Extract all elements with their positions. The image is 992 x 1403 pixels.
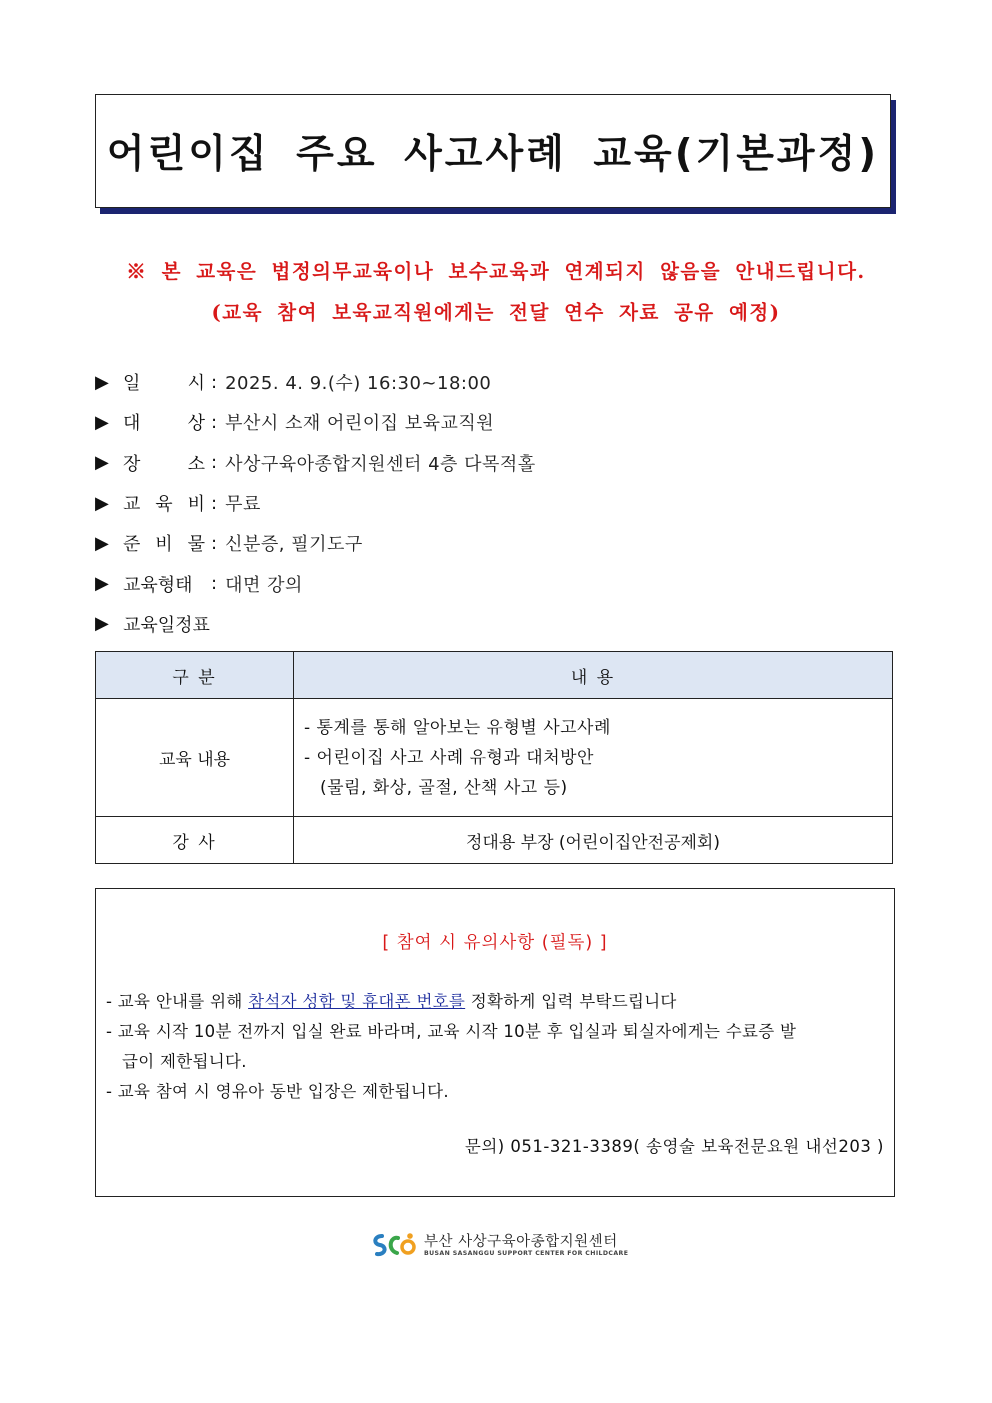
notice-line-2: (교육 참여 보육교직원에게는 전달 연수 자료 공유 예정) bbox=[211, 301, 781, 324]
arrow-icon: ▶ bbox=[95, 573, 109, 595]
info-value: 신분증, 필기도구 bbox=[225, 534, 363, 556]
info-value: 사상구육아종합지원센터 4층 다목적홀 bbox=[225, 453, 536, 475]
info-label: 대 상 bbox=[123, 413, 205, 435]
caution-text: 정확하게 입력 부탁드립니다 bbox=[465, 992, 677, 1011]
info-target bbox=[95, 402, 536, 442]
caution-emphasis: 참석자 성함 및 휴대폰 번호를 bbox=[248, 992, 466, 1011]
footer-org-ko: 부산 사상구육아종합지원센터 bbox=[424, 1233, 618, 1250]
table-header-row bbox=[96, 652, 893, 699]
info-value: 2025. 4. 9.(수) 16:30~18:00 bbox=[225, 373, 492, 395]
row-content bbox=[294, 699, 893, 817]
footer-logo bbox=[370, 1230, 628, 1260]
row-label: 강 사 bbox=[96, 817, 294, 864]
title-box bbox=[95, 94, 891, 208]
info-label: 교육형태 bbox=[123, 574, 193, 596]
info-colon: : bbox=[211, 573, 218, 595]
info-label: 교육일정표 bbox=[123, 614, 210, 636]
caution-item-cont: 급이 제한됩니다. bbox=[122, 1052, 247, 1071]
info-label: 교 육 비 bbox=[123, 494, 205, 516]
row-label: 교육 내용 bbox=[96, 699, 294, 817]
caution-item: - 교육 시작 10분 전까지 입실 완료 바라며, 교육 시작 10분 후 입실과 퇴실자에게는 수료증 발 bbox=[106, 1022, 797, 1041]
info-list bbox=[95, 362, 536, 644]
center-logo-icon bbox=[370, 1230, 418, 1260]
table-row bbox=[96, 699, 893, 817]
info-value: 대면 강의 bbox=[225, 574, 303, 596]
info-colon: : bbox=[211, 492, 218, 514]
info-label: 일 시 bbox=[123, 373, 205, 395]
arrow-icon: ▶ bbox=[95, 532, 109, 554]
content-item: - 어린이집 사고 사례 유형과 대처방안 bbox=[304, 747, 594, 768]
info-supplies bbox=[95, 523, 536, 563]
page-title: 어린이집 주요 사고사례 교육(기본과정) bbox=[106, 132, 880, 177]
contact-info: 문의) 051-321-3389( 송영술 보육전문요원 내선203 ) bbox=[464, 1137, 884, 1156]
caution-box bbox=[95, 888, 895, 1197]
table-row bbox=[96, 817, 893, 864]
header-category: 구 분 bbox=[96, 652, 294, 699]
info-label: 준 비 물 bbox=[123, 534, 205, 556]
caution-item bbox=[106, 987, 886, 1017]
content-item: - 통계를 통해 알아보는 유형별 사고사례 bbox=[304, 717, 611, 738]
info-fee bbox=[95, 483, 536, 523]
info-format bbox=[95, 563, 536, 603]
arrow-icon: ▶ bbox=[95, 492, 109, 514]
notice-line-1: ※ 본 교육은 법정의무교육이나 보수교육과 연계되지 않음을 안내드립니다. bbox=[126, 260, 866, 283]
info-value: 부산시 소재 어린이집 보육교직원 bbox=[225, 413, 495, 435]
row-content: 정대용 부장 (어린이집안전공제회) bbox=[294, 817, 893, 864]
info-colon: : bbox=[211, 452, 218, 474]
caution-list bbox=[106, 987, 886, 1107]
content-item: (물림, 화상, 골절, 산책 사고 등) bbox=[320, 777, 568, 798]
info-colon: : bbox=[211, 532, 218, 554]
info-value: 무료 bbox=[225, 494, 261, 516]
arrow-icon: ▶ bbox=[95, 411, 109, 433]
schedule-table bbox=[95, 651, 893, 864]
info-colon: : bbox=[211, 411, 218, 433]
info-label: 장 소 bbox=[123, 453, 205, 475]
arrow-icon: ▶ bbox=[95, 452, 109, 474]
caution-text: - 교육 안내를 위해 bbox=[106, 992, 249, 1011]
info-schedule-heading bbox=[95, 604, 536, 644]
info-colon: : bbox=[211, 371, 218, 393]
arrow-icon: ▶ bbox=[95, 371, 109, 393]
info-date bbox=[95, 362, 536, 402]
caution-title: [ 참여 시 유의사항 (필독) ] bbox=[382, 933, 608, 953]
caution-item: - 교육 참여 시 영유아 동반 입장은 제한됩니다. bbox=[106, 1082, 449, 1101]
footer-org-en: BUSAN SASANGGU SUPPORT CENTER FOR CHILDCARE bbox=[424, 1249, 629, 1257]
header-content: 내 용 bbox=[294, 652, 893, 699]
info-place bbox=[95, 443, 536, 483]
arrow-icon: ▶ bbox=[95, 613, 109, 635]
